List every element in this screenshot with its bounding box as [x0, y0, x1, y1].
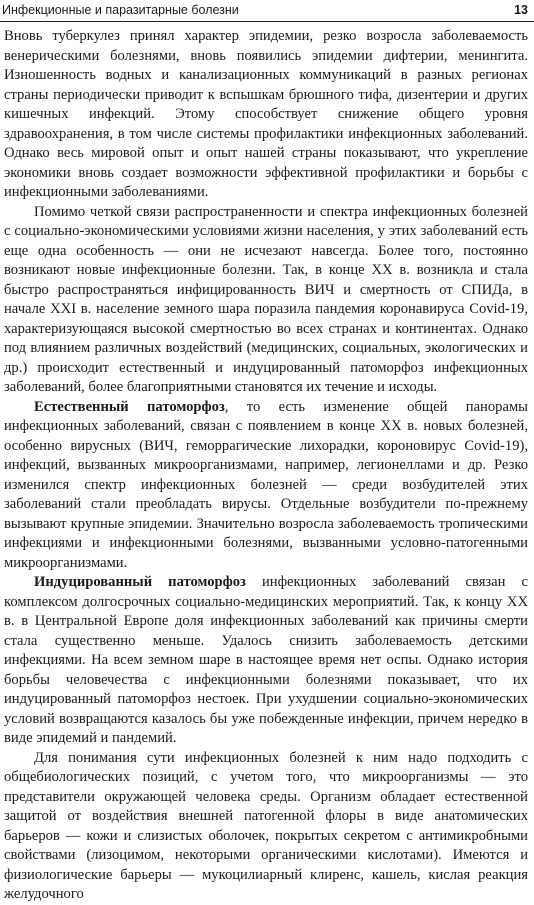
- paragraph: [4, 203, 528, 398]
- paragraph-text: , то есть изменение общей панорамы инфекционных заболеваний, связан с появлением в конце XX в. новых болезней, особенно вирусных (ВИЧ, геморрагические лихорадки, короновирус Covid-19), инфекций, вызванных микроорганизмами, например, легионеллами и др. Резко изменился спектр инфекционных болезней — среди возбудителей этих заболеваний стали преобладать вирусы. Отдельные возбудители по-прежнему вызывают крупные эпидемии. Значительно возросла заболеваемость тропическими инфекциями и инфекционными болезнями, вызванными условно-патогенными микроорганизмами.: [4, 398, 528, 571]
- paragraph-text: Помимо четкой связи распространенности и спектра инфекционных болезней с социально-экономическими условиями жизни населения, у этих заболеваний есть еще одна особенность — они не исчезают навсегда. Более того, постоянно возникают новые инфекционные болезни. Так, в конце XX в. возникла и стала быстро распространяться инфицированность ВИЧ и смертность от СПИДа, в начале XXI в. население земного шара поразила пандемия коронавируса Covid-19, характеризующаяся высокой смертностью во всех странах и континентах. Однако под влиянием различных воздействий (медицинских, социальных, экологических и др.) происходит естественный и индуцированный патоморфоз инфекционных заболеваний, более благоприятными становятся их течение и исходы.: [4, 203, 528, 395]
- paragraph: [4, 749, 528, 905]
- page-number: 13: [514, 3, 528, 17]
- paragraph: [4, 27, 528, 203]
- running-header: [0, 0, 534, 22]
- paragraph-text: Вновь туберкулез принял характер эпидемии, резко возросла заболеваемость венерическими болезнями, вновь появились эпидемии дифтерии, менингита. Изношенность водных и канализационных коммуникаций в разных регионах страны периодически приводит к вспышкам брюшного тифа, дизентерии и других кишечных инфекций. Этому способствует снижение общего уровня здравоохранения, в том числе системы профилактики инфекционных заболеваний. Однако весь мировой опыт и опыт нашей страны показывают, что укрепление экономики вновь создает возможности эффективной профилактики и борьбы с инфекционными заболеваниями.: [4, 28, 528, 200]
- paragraph-text: Для понимания сути инфекционных болезней к ним надо подходить с общебиологических позиций, с учетом того, что микроорганизмы — это представители окружающей человека среды. Организм обладает естественной защитой от воздействия внешней патогенной флоры в виде анатомических барьеров — кожи и слизистых оболочек, покрытых секретом с антимикробными свойствами (лизоцимом, некоторыми органическими кислотами). Имеются и физиологические барьеры — мукоцилиарный клиренс, кашель, кислая реакция желудочного: [4, 749, 528, 902]
- text-body: [4, 27, 528, 905]
- term-induced-pathomorphosis: Индуцированный патоморфоз: [34, 574, 246, 590]
- term-natural-pathomorphosis: Естественный патоморфоз: [34, 398, 225, 415]
- paragraph-text: инфекционных заболеваний связан с комплексом долгосрочных социально-медицинских мероприятий. Так, к концу XX в. в Центральной Европе доля инфекционных заболеваний как причины смерти стала существенно меньше. Удалось снизить заболеваемость детскими инфекциями. На всем земном шаре в настоящее время нет оспы. Однако история борьбы человечества с инфекционными болезнями показывает, что их индуцированный патоморфоз нестоек. При ухудшении социально-экономических условий возвращаются казалось бы уже побежденные инфекции, причем нередко в виде эпидемий и пандемий.: [4, 574, 529, 746]
- paragraph: [4, 398, 528, 574]
- paragraph: [4, 573, 528, 749]
- running-title: Инфекционные и паразитарные болезни: [2, 3, 239, 17]
